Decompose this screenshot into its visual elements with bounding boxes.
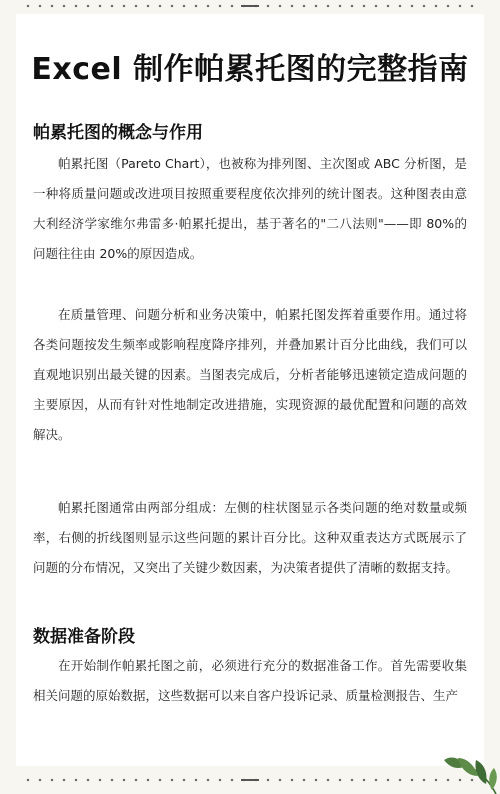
document-title: Excel 制作帕累托图的完整指南 <box>31 52 469 87</box>
paragraph: 帕累托图（Pareto Chart），也被称为排列图、主次图或 ABC 分析图，是一种将质量问题或改进项目按照重要程度依次排列的统计图表。这种图表由意大利经济学家维尔弗雷多·帕累托提出，基于著名的"二八法则"——即 80%的问题往往由 20%的原因造成。 <box>33 156 467 261</box>
paragraph: 在质量管理、问题分析和业务决策中，帕累托图发挥着重要作用。通过将各类问题按发生频率或影响程度降序排列，并叠加累计百分比曲线，我们可以直观地识别出最关键的因素。当图表完成后，分析者能够迅速锁定造成问题的主要原因，从而有针对性地制定改进措施，实现资源的最优配置和问题的高效解决。 <box>33 307 467 442</box>
paragraph: 帕累托图通常由两部分组成：左侧的柱状图显示各类问题的绝对数量或频率，右侧的折线图则显示这些问题的累计百分比。这种双重表达方式既展示了问题的分布情况，又突出了关键少数因素，为决策者提供了清晰的数据支持。 <box>33 500 467 575</box>
paragraph: 在开始制作帕累托图之前，必须进行充分的数据准备工作。首先需要收集相关问题的原始数据，这些数据可以来自客户投诉记录、质量检测报告、生产 <box>33 658 467 703</box>
top-center-dash <box>241 5 259 7</box>
leaf-icon <box>436 738 500 794</box>
section-heading: 帕累托图的概念与作用 <box>33 123 203 143</box>
bottom-center-dash <box>241 779 259 781</box>
section-heading: 数据准备阶段 <box>33 627 135 647</box>
